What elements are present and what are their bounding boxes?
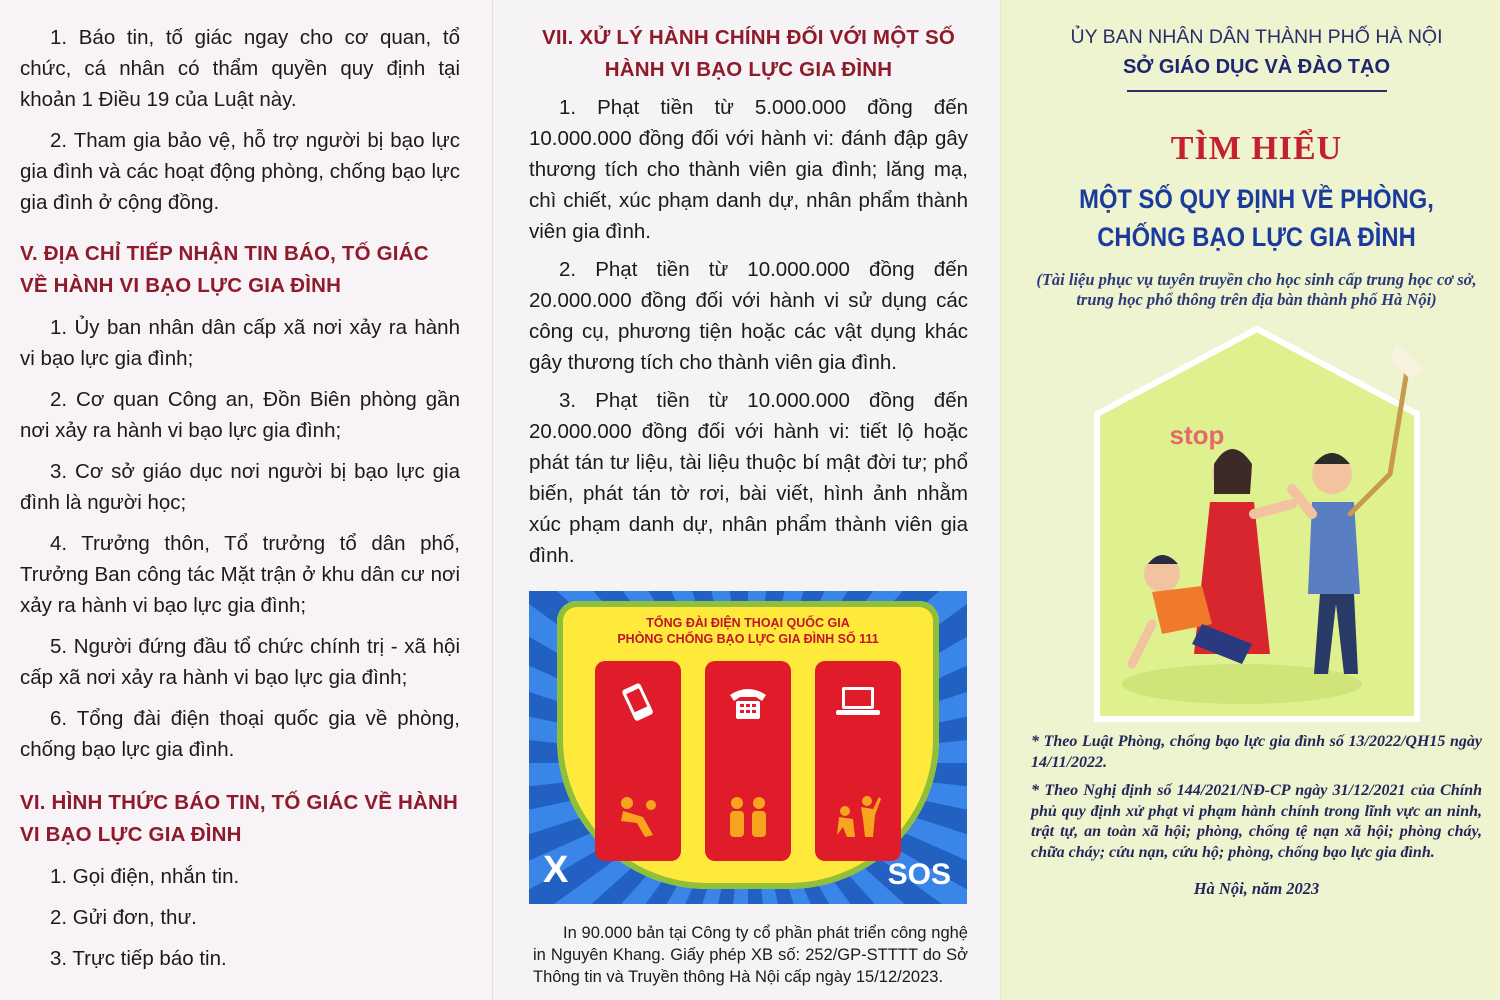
cover-subtitle: MỘT SỐ QUY ĐỊNH VỀ PHÒNG, CHỐNG BẠO LỰC GIA ĐÌNH (1079, 184, 1434, 252)
paragraph: 1. Báo tin, tố giác ngay cho cơ quan, tổ chức, cá nhân có thẩm quyền quy định tại khoản 1 Điều 19 của Luật này. (20, 26, 460, 111)
digit-1-mobile (595, 661, 681, 861)
hotline-banner (529, 591, 967, 904)
brand-logo: X (543, 849, 569, 891)
section-heading-vi: VI. HÌNH THỨC BÁO TIN, TỐ GIÁC VỀ HÀNH VI BẠO LỰC GIA ĐÌNH (20, 791, 459, 846)
list-item: 5. Người đứng đầu tổ chức chính trị - xã hội cấp xã nơi xảy ra hành vi bạo lực gia đình; (20, 635, 460, 689)
house-illustration (1092, 324, 1422, 724)
family-figure-icon (723, 795, 773, 839)
paragraph: 2. Tham gia bảo vệ, hỗ trợ người bị bạo lực gia đình và các hoạt động phòng, chống bạo lực gia đình ở cộng đồng. (20, 129, 460, 214)
list-item: 1. Gọi điện, nhắn tin. (50, 865, 240, 888)
stop-label: stop (1169, 420, 1225, 450)
section-heading-vii: VII. XỬ LÝ HÀNH CHÍNH ĐỐI VỚI MỘT SỐ HÀNH VI BẠO LỰC GIA ĐÌNH (542, 26, 955, 81)
abuse-figure-icon (833, 795, 883, 839)
legal-note-2: * Theo Nghị định số 144/2021/NĐ-CP ngày 31/12/2021 của Chính phủ quy định xử phạt vi phạm hành chính trong lĩnh vực an ninh, trật tự, an toàn xã hội; phòng, chống tệ nạn xã hội; phòng cháy, chữa cháy; cứu nạn, cứu hộ; phòng, chống bạo lực gia đình. (1031, 782, 1482, 861)
print-info: In 90.000 bản tại Công ty cổ phần phát triển công nghệ in Nguyên Khang. Giấy phép XB số: 252/GP-STTTT do Sở Thông tin và Truyền thông Hà Nội cấp ngày 15/12/2023. (533, 924, 968, 986)
violence-figure-icon (613, 795, 663, 839)
section-heading-v: V. ĐỊA CHỈ TIẾP NHẬN TIN BÁO, TỐ GIÁC VỀ HÀNH VI BẠO LỰC GIA ĐÌNH (20, 242, 429, 297)
cover-description: (Tài liệu phục vụ tuyên truyền cho học sinh cấp trung học cơ sở, trung học phổ thông trên địa bàn thành phố Hà Nội) (1036, 270, 1477, 309)
department-name: SỞ GIÁO DỤC VÀ ĐÀO TẠO (1122, 56, 1391, 78)
telephone-icon (724, 681, 772, 725)
list-item: 3. Phạt tiền từ 10.000.000 đồng đến 20.000.000 đồng đối với hành vi: tiết lộ hoặc phát tán tư liệu, tài liệu thuộc bí mật đời tư; phổ biến, phát tán tờ rơi, bài viết, hình ảnh nhằm xúc phạm danh dự, nhân phẩm thành viên gia đình. (529, 389, 968, 567)
sos-label: SOS (887, 858, 951, 891)
family-violence-illustration-icon (1092, 324, 1422, 724)
list-item: 1. Phạt tiền từ 5.000.000 đồng đến 10.000.000 đồng đối với hành vi: đánh đập gây thương tích cho thành viên gia đình; lăng mạ, chì chiết, xúc phạm danh dự, nhân phẩm thành viên gia đình. (529, 96, 968, 243)
mobile-phone-icon (616, 681, 660, 725)
left-panel (0, 0, 492, 1000)
list-item: 2. Gửi đơn, thư. (50, 906, 197, 929)
list-item: 3. Cơ sở giáo dục nơi người bị bạo lực gia đình là người học; (20, 460, 460, 514)
list-item: 3. Trực tiếp báo tin. (50, 947, 227, 970)
laptop-icon (834, 681, 882, 721)
list-item: 1. Ủy ban nhân dân cấp xã nơi xảy ra hành vi bạo lực gia đình; (20, 316, 460, 370)
digit-1-laptop (815, 661, 901, 861)
list-item: 2. Phạt tiền từ 10.000.000 đồng đến 20.000.000 đồng đối với hành vi sử dụng các công cụ, phương tiện hoặc các vật dụng khác gây thương tích cho thành viên gia đình. (529, 258, 968, 374)
digit-1-telephone (705, 661, 791, 861)
middle-panel (492, 0, 1000, 1000)
list-item: 2. Cơ quan Công an, Đồn Biên phòng gần nơi xảy ra hành vi bạo lực gia đình; (20, 388, 460, 442)
cover-footer: Hà Nội, năm 2023 (1193, 879, 1320, 898)
hotline-title: TỔNG ĐÀI ĐIỆN THOẠI QUỐC GIA PHÒNG CHỐNG BẠO LỰC GIA ĐÌNH SỐ 111 (617, 616, 879, 646)
legal-note-1: * Theo Luật Phòng, chống bạo lực gia đình số 13/2022/QH15 ngày 14/11/2022. (1031, 733, 1482, 771)
cover-title: TÌM HIỂU (1170, 130, 1343, 167)
list-item: 6. Tổng đài điện thoại quốc gia về phòng, chống bạo lực gia đình. (20, 707, 460, 761)
organization-name: ỦY BAN NHÂN DÂN THÀNH PHỐ HÀ NỘI (1070, 26, 1443, 48)
cover-panel (1000, 0, 1500, 1000)
divider (1127, 90, 1387, 92)
list-item: 4. Trưởng thôn, Tổ trưởng tổ dân phố, Trưởng Ban công tác Mặt trận ở khu dân cư nơi xảy ra hành vi bạo lực gia đình; (20, 532, 460, 617)
